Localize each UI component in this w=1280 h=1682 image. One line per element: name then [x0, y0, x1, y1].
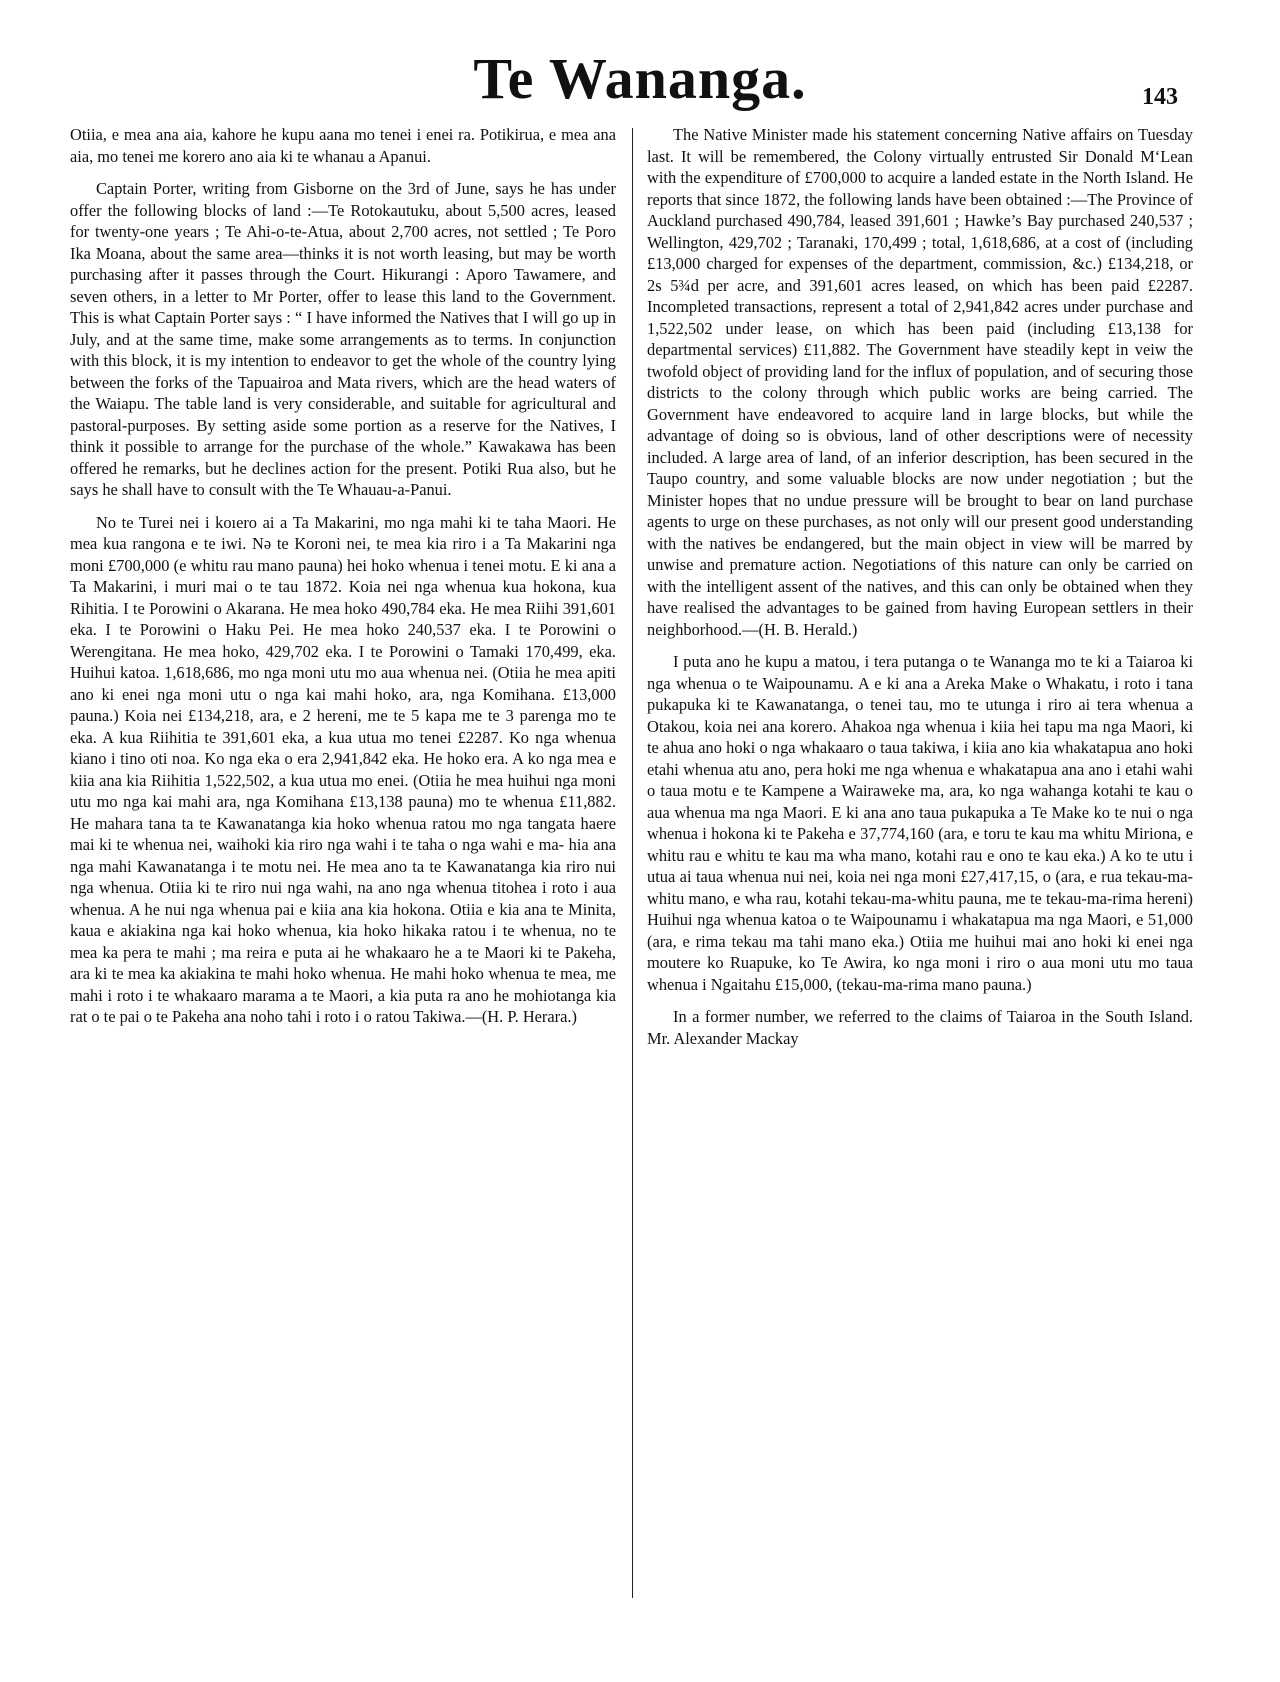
page-number: 143	[1142, 84, 1178, 110]
article-paragraph: Otiia, e mea ana aia, kahore he kupu aana mo tenei i enei ra. Potikirua, e mea ana aia, mo tenei me korero ano aia ki te whanau a Apanui.	[70, 125, 616, 166]
article-paragraph: I puta ano he kupu a matou, i tera putanga o te Wananga mo te ki a Taiaroa ki nga whenua o te Waipounamu. A e ki ana a Areka Make o Whakatu, i roto i tana pukapuka ki te Kawanatanga, o tenei tau, mo te utunga i riro ai tera whenua a Otakou, koia nei ana korero. Ahakoa nga whenua i kiia hei tapu ma nga Maori, ki te ahua ano hoki o nga whakaaro o taua takiwa, i kiia ano kia whakatapua ano hoki etahi whenua atu ano, pera hoki me nga whenua e whakatapua ana ano i etahi wahi o taua motu e te Kampene a Wairaweke ma, ara, ko nga wahanga kotahi te kau o aua whenua ma nga Maori. E ki ana ano taua pukapuka a Te Make ko te nui o nga whenua i hokona ki te Pakeha e 37,774,160 (ara, e toru te kau ma whitu Miriona, e whitu rau e whitu te kau ma wha mano, kotahi rau e ono te kau eka.) A ko te utu i utua ai taua whenua nui nei, koia nei nga moni £27,417,15, o (ara, e rua tekau-ma-whitu mano, e wha rau, kotahi tekau-ma-whitu pauna, me te tekau-ma-rima hereni) Huihui nga whenua katoa o te Waipounamu i whakatapua ma nga Maori, e 51,000 (ara, e rima tekau ma tahi mano eka.) Otiia me huihui mai ano hoki ki enei nga moutere ko Ruapuke, ko Te Awira, ko nga moni i riro o aua moni utu mo taua whenua i Ngaitahu £15,000, (tekau-ma-rima mano pauna.)	[647, 652, 1193, 994]
left-column	[70, 124, 616, 1039]
article-paragraph: No te Turei nei i koıero ai a Ta Makarini, mo nga mahi ki te taha Maori. He mea kua rangona e te iwi. Nə te Koroni nei, te mea kia riro i a Ta Makarini nga moni £700,000 (e whitu rau mano pauna) hei hoko whenua i tenei motu. E ki ana a Ta Makarini, i muri mai o te tau 1872. Koia nei nga whenua kua hokona, kua Rihitia. I te Porowini o Akarana. He mea hoko 490,784 eka. He mea Riihi 391,601 eka. I te Porowini o Haku Pei. He mea hoko 240,537 eka. I te Porowini o Werengitana. He mea hoko, 429,702 eka. I te Porowini o Tamaki 170,499, eka. Huihui katoa. 1,618,686, mo nga moni utu mo aua whenua nei. (Otiia he mea apiti ano ki enei nga moni utu o nga kai mahi hoko, ara, nga Komihana. £13,000 pauna.) Koia nei £134,218, ara, e 2 hereni, me te 5 kapa me te 3 parenga mo te eka. A kua Riihitia te 391,601 eka, a kua utua mo tenei £2287. Ko nga whenua kiano i tino oti noa. Ko nga eka o era 2,941,842 eka. He hoko era. A ko nga mea e kiia ana kia Riihitia 1,522,502, a kua utua mo enei. (Otiia he mea huihui nga moni utu mo nga kai mahi ara, nga Komihana £13,138 pauna) mo te whenua £11,882. He mahara tana ta te Kawanatanga kia hoko whenua ratou mo nga tangata haere mai ki te whenua nei, waihoki kia riro nga wahi i te taha o nga wahi e ma- hia ana nga mahi Kawanatanga i te motu nei. He mea ano ta te Kawanatanga kia riro nui nga whenua. Otiia ki te riro nui nga wahi, na ano nga whenua titohea i roto i aua whenua. A he nui nga whenua pai e kiia ana kia hokona. Otiia e kia ana te Minita, kaua e akiakina nga kai hoko whenua, kia hoko hikaka ratou i te whenua, no te mea ka pera te mahi ; ma reira e puta ai he whakaaro he a te Maori ki te Pakeha, ara ki te mea ka akiakina te mahi hoko whenua. He mahi hoko whenua te mea, me mahi i roto i te whakaaro marama a te Maori, a kia puta ra ano he mohiotanga kia rat o te pai o te Pakeha ana noho tahi i roto i o ratou Takiwa.—(H. P. Herara.)	[70, 512, 616, 1026]
masthead-title: Te Wananga.	[473, 46, 807, 111]
article-paragraph: In a former number, we referred to the claims of Taiaroa in the South Island. Mr. Alexander Mackay	[647, 1007, 1193, 1048]
column-divider	[632, 128, 633, 1598]
article-paragraph: The Native Minister made his statement concerning Native affairs on Tuesday last. It will be remembered, the Colony virtually entrusted Sir Donald M‘Lean with the expenditure of £700,000 to acquire a landed estate in the North Island. He reports that since 1872, the following lands have been obtained :—The Province of Auckland purchased 490,784, leased 391,601 ; Hawke’s Bay purchased 240,537 ; Wellington, 429,702 ; Taranaki, 170,499 ; total, 1,618,686, at a cost of (including £13,000 charged for expenses of the department, commission, &c.) £134,218, or 2s 5¾d per acre, and 391,601 acres leased, on which has been paid £2287. Incompleted transactions, represent a total of 2,941,842 acres under purchase and 1,522,502 under lease, on which has been paid (including £13,138 for departmental services) £11,882. The Government have steadily kept in veiw the twofold object of providing land for the influx of population, and of securing those districts to the colony through which public works are being carried. The Government have endeavored to acquire land in large blocks, but while the advantage of doing so is obvious, land of other descriptions were of necessity included. A large area of land, of an inferior description, has been secured in the Taupo country, and some valuable blocks are now under negotiation ; but the Minister hopes that no undue pressure will be brought to bear on land purchase agents to urge on these purchases, as not only will our present good understanding with the natives be endangered, but the main object in view will be marred by unwise and premature action. Negotiations of this nature can only be carried on with the intelligent assent of the natives, and this can only be obtained when they have realised the advantages to be gained from having European settlers in their neighborhood.—(H. B. Herald.)	[647, 125, 1193, 639]
right-column	[647, 124, 1193, 1060]
article-paragraph: Captain Porter, writing from Gisborne on the 3rd of June, says he has under offer the following blocks of land :—Te Rotokautuku, about 5,500 acres, leased for twenty-one years ; Te Ahi-o-te-Atua, about 2,700 acres, not settled ; Te Poro Ika Moana, about the same area—thinks it is not worth leasing, but may be worth purchasing after it passes through the Court. Hikurangi : Aporo Tawamere, and seven others, in a letter to Mr Porter, offer to lease this land to the Government. This is what Captain Porter says : “ I have informed the Natives that I will go up in July, and at the same time, make some arrangements as to terms. In conjunction with this block, it is my intention to endeavor to get the whole of the country lying between the forks of the Tapuairoa and Mata rivers, which are the head waters of the Waiapu. The table land is very considerable, and suitable for agricultural and pastoral-purposes. By setting aside some portion as a reserve for the Natives, I think it possible to arrange for the purchase of the whole.” Kawakawa has been offered he remarks, but he declines action for the present. Potiki Rua also, but he says he shall have to consult with the Te Whauau-a-Panui.	[70, 179, 616, 499]
